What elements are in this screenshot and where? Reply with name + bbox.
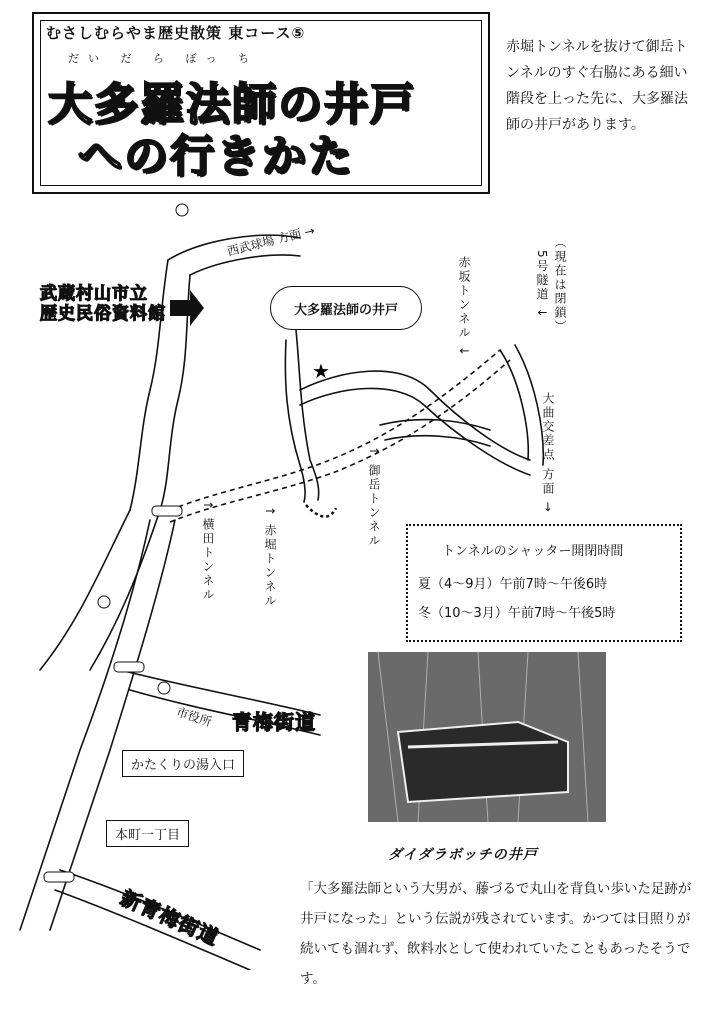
bus-stop-icon	[158, 682, 170, 694]
city-hall-label: 市役所	[174, 704, 214, 730]
stairs-path	[306, 505, 336, 517]
museum-name-line1: 武蔵村山市立	[40, 284, 148, 304]
intro-text: 赤堀トンネルを抜けて御岳トンネルのすぐ右脇にある細い階段を上った先に、大多羅法師の井戸があります。	[506, 39, 688, 133]
page-title-line1: 大多羅法師の井戸	[48, 79, 416, 130]
bus-stop-icon	[98, 596, 110, 608]
shutter-hours-box	[406, 524, 682, 642]
no5-tunnel-note: （現在は閉鎖）	[553, 236, 567, 334]
signal-icon	[152, 506, 182, 516]
yokota-tunnel-label: ↑ 横田トンネル	[201, 500, 215, 602]
museum-label	[40, 284, 170, 324]
shin-ome-kaido-label: 新青梅街道	[117, 885, 223, 951]
summer-hours: 夏（4～9月）午前7時～午後6時	[418, 577, 608, 592]
page-title-line2: への行きかた	[78, 131, 354, 182]
akahori-tunnel-label: ↑ 赤堀トンネル	[263, 506, 277, 608]
akasaka-tunnel-label: 赤坂トンネル ↓	[457, 256, 471, 358]
well-photo	[368, 652, 606, 822]
shutter-hours-title: トンネルのシャッター開閉時間	[442, 544, 624, 559]
omagari-direction-label: 大曲交差点 方面 →	[541, 392, 555, 514]
title-ruby: だい だ ら ぼっ ち	[68, 52, 258, 65]
mitake-tunnel-label: ↑ 御岳トンネル	[367, 446, 381, 548]
well-callout: 大多羅法師の井戸	[270, 286, 422, 330]
legend-text: 「大多羅法師という大男が、藤づるで丸山を背負い歩いた足跡が井戸になった」という伝説が残されています。かつては日照りが続いても涸れず、飲料水として使われていたこともあったそうです。	[300, 881, 692, 987]
no5-tunnel-label: 5号隧道 ↓	[535, 250, 549, 320]
winter-hours: 冬（10～3月）午前7時～午後5時	[418, 606, 616, 621]
bus-stop-icon	[176, 204, 188, 216]
series-title: むさしむらやま歴史散策 東コース⑤	[46, 24, 306, 42]
photo-caption: ダイダラボッチの井戸	[388, 847, 538, 863]
signal-icon	[44, 872, 74, 882]
museum-name-line2: 歴史民俗資料館	[40, 304, 166, 324]
katakuri-entrance-label: かたくりの湯入口	[122, 750, 244, 777]
well-star-icon: ★	[312, 359, 330, 383]
seibu-direction-label: 西武球場 方面 →	[225, 223, 317, 259]
ome-kaido-label: 青梅街道	[232, 710, 316, 734]
signal-icon	[114, 662, 144, 672]
honcho-label: 本町一丁目	[106, 820, 189, 847]
tunnel-route	[170, 350, 500, 510]
